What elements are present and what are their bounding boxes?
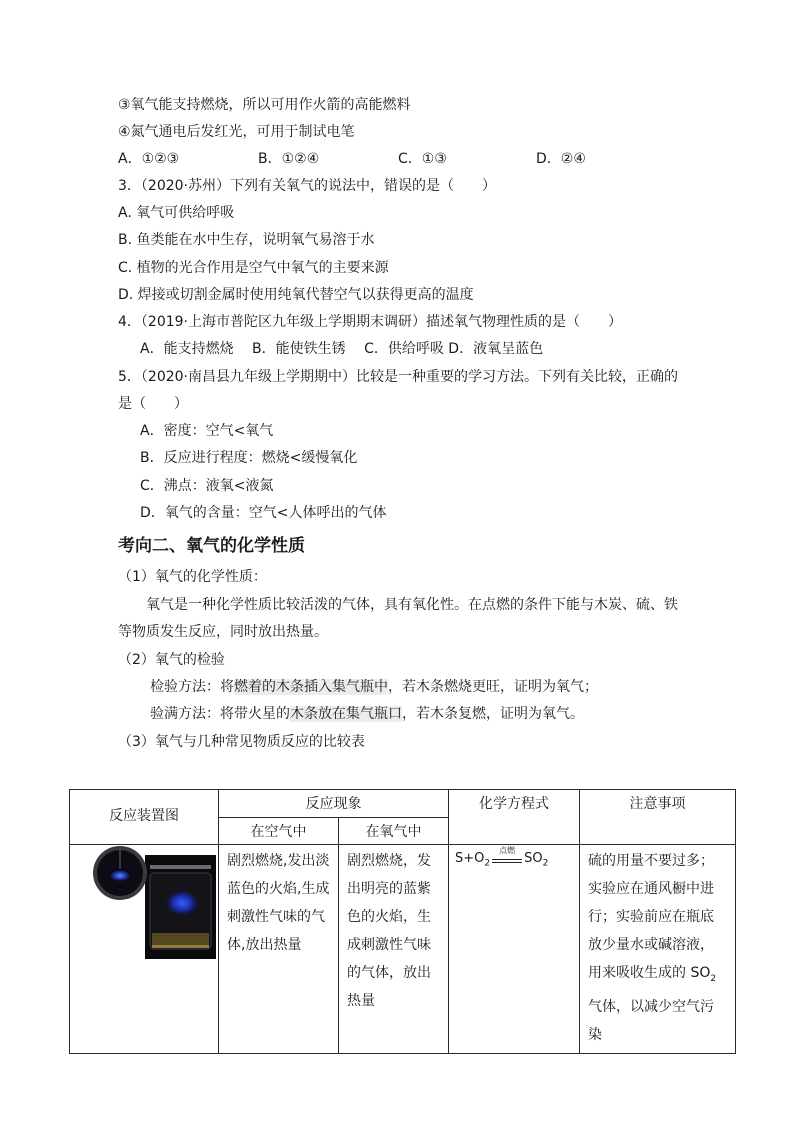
header-equation: 化学方程式	[449, 790, 580, 845]
q5-option-b: B．反应进行程度：燃烧<缓慢氧化	[140, 450, 358, 466]
in-air-phenomenon: 剧烈燃烧,发出淡蓝色的火焰,生成刺激性气味的气体,放出热量	[219, 845, 339, 1054]
q5-stem-line1: 5．（2020·南昌县九年级上学期期中）比较是一种重要的学习方法。下列有关比较，正确的	[118, 369, 678, 385]
comparison-table	[69, 789, 736, 1054]
check-method-highlight: 燃着的木条插入集气瓶中	[234, 679, 388, 695]
q3-option-d: D. 焊接或切割金属时使用纯氧代替空气以获得更高的温度	[118, 287, 474, 303]
full-method-rest: ，若木条复燃，证明为氧气。	[402, 706, 584, 722]
eq-right-sub: 2	[542, 858, 549, 869]
check-method-rest: ，若木条燃烧更旺，证明为氧气；	[388, 679, 598, 695]
eq-right: SO	[524, 851, 543, 866]
header-phenomenon: 反应现象	[219, 790, 449, 818]
p1-heading: （1）氧气的化学性质：	[118, 569, 267, 585]
q4-stem: 4．（2019·上海市普陀区九年级上学期期末调研）描述氧气物理性质的是（ ）	[118, 314, 622, 330]
q3-option-a: A. 氧气可供给呼吸	[118, 205, 235, 221]
q4-options: A．能支持燃烧 B．能使铁生锈 C．供给呼吸 D．液氧呈蓝色	[140, 341, 544, 357]
in-oxygen-phenomenon: 剧烈燃烧，发出明亮的蓝紫色的火焰，生成刺激性气味的气体，放出热量	[339, 845, 449, 1054]
q5-option-d: D．氧气的含量：空气<人体呼出的气体	[140, 505, 387, 521]
q2-option-a: A．①②③	[118, 151, 180, 167]
full-method-highlight: 木条放在集气瓶口	[290, 706, 402, 722]
eq-left: S+O	[455, 851, 485, 866]
sulfur-burning-apparatus-image	[70, 845, 218, 1009]
header-apparatus: 反应装置图	[70, 790, 219, 845]
q5-option-c: C．沸点：液氧<液氮	[140, 478, 274, 494]
item-3: ③氧气能支持燃烧，所以可用作火箭的高能燃料	[118, 97, 411, 113]
eq-left-sub: 2	[484, 858, 491, 869]
full-method-label: 验满方法：将带火星的	[150, 706, 290, 722]
item-4: ④氮气通电后发红光，可用于制试电笔	[118, 124, 355, 140]
eq-condition: 点燃	[499, 845, 516, 855]
chemical-equation	[449, 845, 580, 1054]
notes-cell	[580, 845, 736, 1054]
p2-heading: （2）氧气的检验	[118, 652, 225, 668]
q5-option-a: A．密度：空气<氧气	[140, 423, 274, 439]
q3-option-b: B. 鱼类能在水中生存，说明氧气易溶于水	[118, 232, 375, 248]
notes-text-2: 气体，以减少空气污染	[588, 998, 714, 1043]
notes-sub: 2	[710, 973, 717, 984]
q5-stem-line2: 是（ ）	[118, 396, 188, 412]
q2-option-c: C．①③	[398, 151, 447, 167]
q3-option-c: C. 植物的光合作用是空气中氧气的主要来源	[118, 260, 389, 276]
p1-text-line2: 等物质发生反应，同时放出热量。	[118, 624, 328, 640]
apparatus-cell	[70, 845, 219, 1054]
q2-options	[118, 149, 718, 169]
p1-text-line1: 氧气是一种化学性质比较活泼的气体，具有氧化性。在点燃的条件下能与木炭、硫、铁	[146, 597, 678, 613]
header-in-air: 在空气中	[219, 818, 339, 845]
reaction-condition-arrow	[492, 845, 522, 863]
section-title: 考向二、氧气的化学性质	[118, 536, 305, 556]
check-method-label: 检验方法：将	[150, 679, 234, 695]
notes-text-1: 硫的用量不要过多；实验应在通风橱中进行；实验前应在瓶底放少量水或碱溶液，用来吸收生成的 SO	[588, 853, 714, 981]
header-in-oxygen: 在氧气中	[339, 818, 449, 845]
header-notes: 注意事项	[580, 790, 736, 845]
q2-option-d: D．②④	[536, 151, 586, 167]
q3-stem: 3．（2020·苏州）下列有关氧气的说法中，错误的是（ ）	[118, 178, 496, 194]
full-method	[150, 704, 584, 724]
q2-option-b: B．①②④	[258, 151, 320, 167]
check-method	[150, 677, 598, 697]
p3-heading: （3）氧气与几种常见物质反应的比较表	[118, 734, 365, 750]
